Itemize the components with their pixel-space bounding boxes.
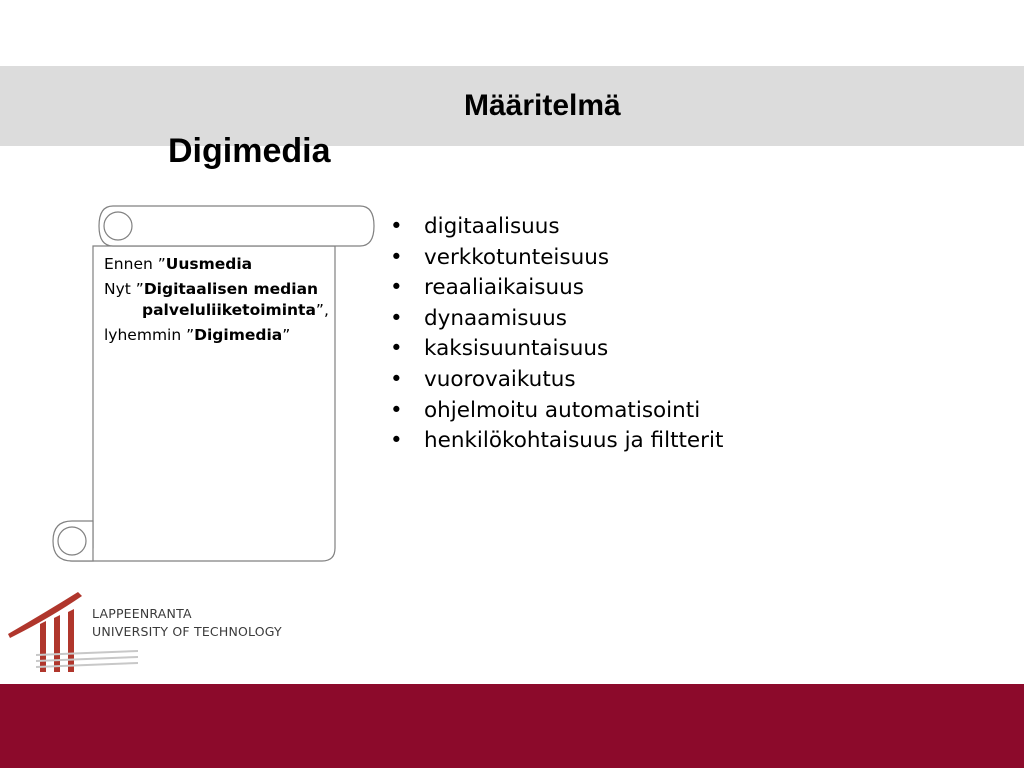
bullet-item: • verkkotunteisuus	[390, 244, 610, 270]
bullet-item: • dynaamisuus	[390, 305, 567, 331]
scroll-bottom-curl	[58, 527, 86, 555]
bullet-item: • kaksisuuntaisuus	[390, 336, 609, 362]
bullet-list	[386, 212, 806, 457]
scroll-line-before: Ennen ”Uusmedia	[104, 255, 253, 273]
scroll-line-short: lyhemmin ”Digimedia”	[104, 326, 291, 344]
scroll-top-curl	[104, 212, 132, 240]
bullet-item: • digitaalisuus	[390, 214, 560, 239]
university-logo	[6, 588, 298, 678]
bullet-item: • reaaliaikaisuus	[390, 275, 584, 301]
scroll-top-roll	[99, 206, 374, 246]
bullet-item: • henkilökohtaisuus ja filtterit	[390, 428, 724, 454]
logo-text-line2: UNIVERSITY OF TECHNOLOGY	[92, 624, 282, 639]
footer-band	[0, 684, 1024, 768]
scroll-line-now: Nyt ”Digitaalisen median palveluliiketoiminta”,	[104, 280, 329, 319]
bullet-item: • ohjelmoitu automatisointi	[390, 397, 701, 423]
scroll-text	[104, 254, 336, 350]
slide-title: Määritelmä	[464, 89, 621, 122]
slide-subtitle: Digimedia	[168, 132, 331, 170]
bullet-item: • vuorovaikutus	[390, 366, 576, 392]
logo-text-line1: LAPPEENRANTA	[92, 606, 192, 621]
